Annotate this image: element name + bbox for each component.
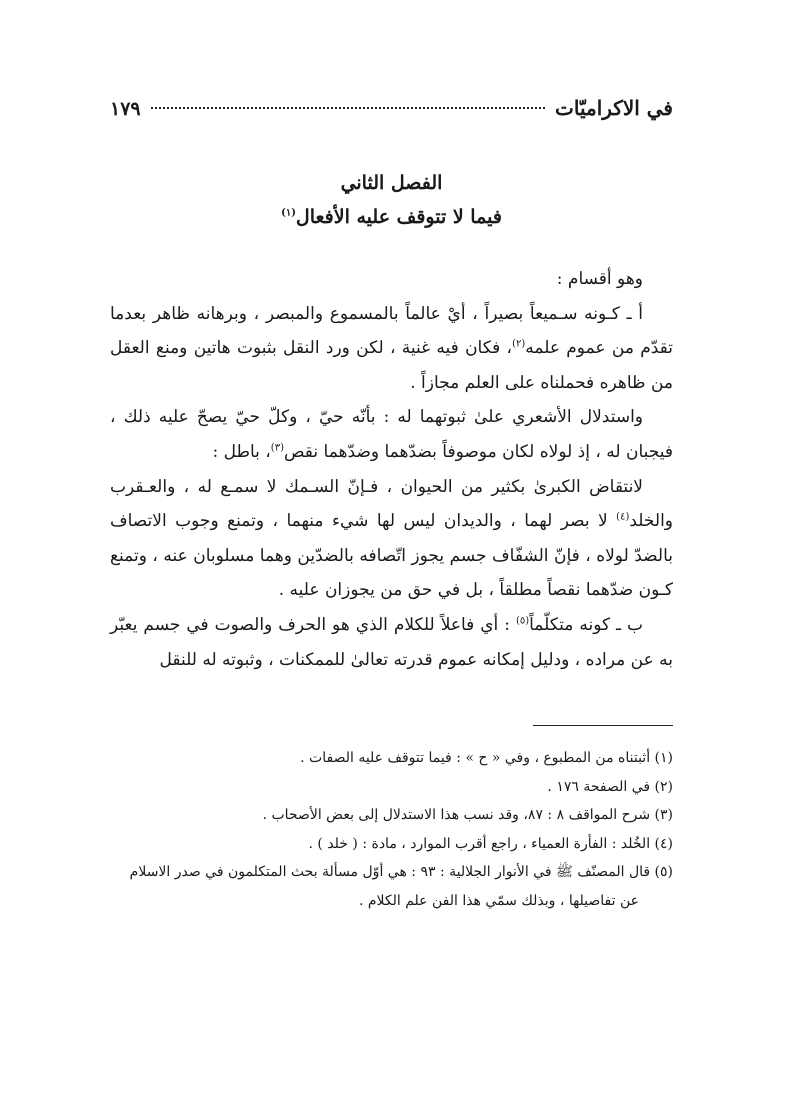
paragraph-text: ، فكان فيه غنية ، لكن ورد النقل بثبوت هاتين ومنع العقل من ظاهره فحملناه على العلم مجازاً .: [110, 338, 673, 393]
paragraph-text: واستدلال الأشعري علىٰ ثبوتهما له : بأنّه حيّ ، وكلّ حيّ يصحّ عليه ذلك ، فيجبان له ، إذ لولاه لكان موصوفاً بضدّهما وضدّهما نقص: [110, 407, 673, 462]
paragraph-text: لا بصر لهما ، والديدان ليس لها شيء منهما ، وتمنع وجوب الاتصاف بالضدّ لولاه ، فإنّ الشفّاف جسم يجوز اتّصافه بالضدّين وهما مسلوبان عنه ، وتمنع كـون ضدّهما نقصاً مطلقاً ، بل في حق من يجوزان عليه .: [110, 511, 673, 601]
footnote-5: (٥) قال المصنّف ﷺ في الأنوار الجلالية : ٩٣ : هي أوّل مسألة بحث المتكلمون في صدر الاسلام: [129, 864, 673, 881]
chapter-title: الفصل الثاني: [340, 172, 443, 194]
main-text: [110, 262, 673, 677]
footnote-2: (٢) في الصفحة ١٧٦ .: [547, 778, 673, 795]
chapter-subtitle-text: فيما لا تتوقف عليه الأفعال: [295, 206, 502, 228]
page-number: ١٧٩: [110, 98, 141, 120]
footnote-ref-1: (١): [281, 207, 296, 219]
footnote-4: (٤) الخُلد : الفأرة العمياء ، راجع أقرب الموارد ، مادة : ( خلد ) .: [308, 835, 673, 852]
paragraph-ashari: [110, 400, 673, 469]
paragraph-text: : أي فاعلاً للكلام الذي هو الحرف والصوت في جسم يعبّر به عن مراده ، ودليل إمكانه عموم قدرته تعالىٰ للممكنات ، وثبوته له للنقل: [110, 614, 673, 670]
footnote-5-continuation: عن تفاصيلها ، وبذلك سمّي هذا الفن علم الكلام .: [358, 892, 639, 909]
paragraph-refutation: [110, 470, 673, 608]
footnote-ref-5: (٥): [515, 615, 530, 627]
chapter-heading: [110, 166, 673, 234]
paragraph-text: ، باطل :: [212, 441, 271, 462]
footnotes: [110, 744, 673, 915]
dotted-leader: [151, 107, 545, 109]
running-header: [110, 96, 673, 136]
paragraph-intro: وهو أقسام :: [556, 269, 643, 289]
running-header-title: في الاكراميّات: [555, 96, 673, 120]
footnote-3: (٣) شرح المواقف ٨ : ٨٧، وقد نسب هذا الاستدلال إلى بعض الأصحاب .: [262, 807, 673, 824]
footnote-1: (١) أثبتناه من المطبوع ، وفي « ح » : فيما تتوقف عليه الصفات .: [300, 750, 673, 767]
footnote-separator: [533, 725, 673, 726]
footnote-ref-3: (٣): [270, 442, 284, 454]
paragraph-text: ب ـ كونه متكلّماً: [529, 614, 643, 635]
paragraph-speech: [110, 608, 673, 677]
paragraph-text: أ ـ كـونه سـميعاً بصيراً ، أيْ عالماً بالمسموع والمبصر ، وبرهانه ظاهر بعدما تقدّم من عموم علمه: [110, 303, 674, 359]
footnote-ref-2: (٢): [512, 338, 526, 350]
chapter-subtitle: [110, 200, 673, 234]
paragraph-hearing-seeing: [110, 297, 673, 401]
book-page: [110, 96, 673, 915]
footnote-ref-4: (٤): [616, 511, 630, 523]
paragraph-text: لانتقاض الكبرىٰ بكثير من الحيوان ، فـإنّ السـمك لا سمـع له ، والعـقرب والخلد: [110, 476, 673, 532]
